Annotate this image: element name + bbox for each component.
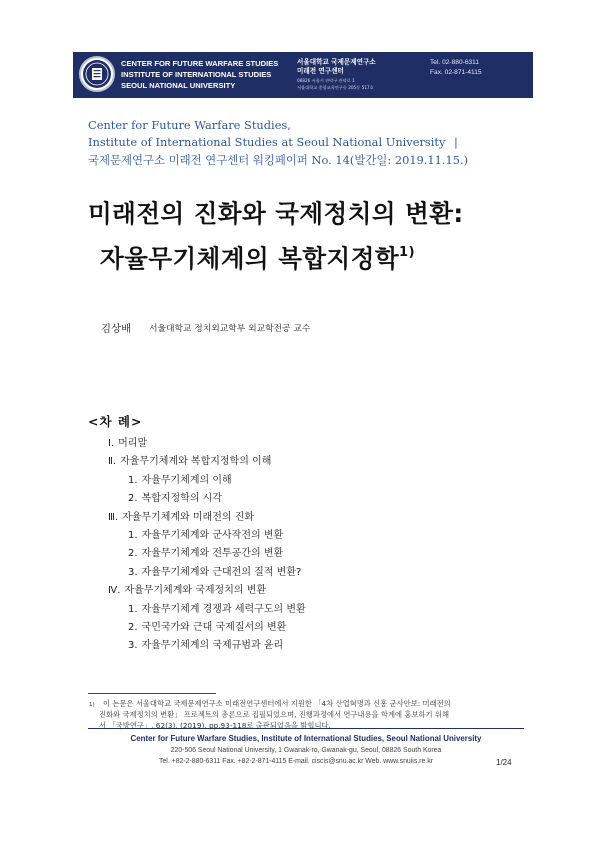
toc-item-text: 자율무기체계와 미래전의 진화 — [122, 511, 255, 523]
header-institute-ko: 서울대학교 국제문제연구소 — [297, 58, 376, 66]
toc-item — [108, 511, 254, 525]
toc-item — [108, 584, 266, 598]
title-footnote-ref: 1) — [399, 245, 416, 260]
series-line-1: Center for Future Warfare Studies, — [88, 118, 291, 132]
toc-item — [108, 437, 147, 451]
series-line-2-bar: | — [454, 135, 458, 149]
footnote-mark: 1) — [89, 702, 95, 708]
toc-item-number: 3. — [128, 566, 138, 578]
paper-title-line-2-text: 자율무기체계의 복합지정학 — [100, 244, 400, 273]
toc-item-text: 자율무기체계와 군사작전의 변환 — [141, 530, 284, 541]
header-institute-en-2: INSTITUTE OF INTERNATIONAL STUDIES — [121, 70, 272, 79]
paper-title-line-1: 미래전의 진화와 국제정치의 변환: — [88, 199, 464, 228]
footnote-rule — [88, 693, 216, 694]
toc-item — [128, 603, 306, 617]
toc-item-text: 자율무기체계의 국제규범과 윤리 — [141, 640, 284, 652]
toc-item-text: 자율무기체계와 국제정치의 변환 — [124, 585, 267, 597]
toc-item-text: 자율무기체계와 복합지정학의 이해 — [120, 456, 272, 468]
toc-item-number: 2. — [128, 622, 138, 633]
header-address-2: 서울대학교 종합교육연구동 205동 517호 — [297, 85, 374, 90]
footnote-line-2: 진화와 국제정치의 변환」 프로젝트의 총론으로 집필되었으며, 진행과정에서 연구내용을 학계에 홍보하기 위해 — [99, 710, 450, 719]
toc-item-text: 자율무기체계와 전투공간의 변환 — [141, 548, 284, 560]
footnote-line-1 — [89, 699, 451, 710]
header-address-1: 08826 서울시 관악구 관악로 1 — [297, 78, 355, 83]
toc-item-number: Ⅱ. — [108, 456, 117, 468]
toc-item-number: 2. — [128, 548, 138, 560]
toc-item — [128, 566, 301, 580]
header-center-ko: 미래전 연구센터 — [297, 67, 344, 75]
toc-item-number: 2. — [128, 493, 138, 505]
series-line-2-text: Institute of International Studies at Seoul National University — [88, 135, 446, 149]
toc-item-number: Ⅲ. — [108, 511, 119, 523]
page-number: 1/24 — [496, 758, 512, 767]
toc-item-text: 자율무기체계 경쟁과 세력구도의 변환 — [141, 603, 306, 615]
series-line-3: 국제문제연구소 미래전 연구센터 워킹페이퍼 No. 14(발간일: 2019.11.15.) — [88, 153, 469, 167]
footer-institute: Center for Future Warfare Studies, Institute of International Studies, Seoul National University — [130, 734, 482, 743]
toc-item-text: 자율무기체계와 근대전의 질적 변환? — [141, 566, 302, 578]
footer-address: 220-506 Seoul National University, 1 Gwanak-ro, Gwanak-gu, Seoul, 08826 South Korea — [170, 747, 442, 754]
author-affiliation: 서울대학교 정치외교학부 외교학전공 교수 — [149, 324, 311, 334]
toc-item — [128, 639, 283, 653]
footer-rule — [88, 728, 524, 729]
toc-item-number: 3. — [128, 640, 138, 652]
series-line-2 — [88, 135, 458, 149]
toc-item-text: 자율무기체계의 이해 — [141, 474, 232, 486]
seal-emblem-icon — [81, 58, 113, 90]
footnote-line-3: 서 「국방연구」, 62(3), (2019), pp.93-118로 출판되었음을 밝힙니다. — [99, 721, 331, 730]
toc-item-number: Ⅰ. — [108, 438, 115, 449]
toc-item-text: 복합지정학의 시각 — [141, 493, 223, 505]
toc-item — [128, 621, 286, 635]
toc-item — [128, 474, 232, 488]
paper-title-line-2 — [100, 240, 415, 275]
author-name: 김상배 — [101, 323, 132, 335]
header-tel: Tel. 02-880-6311 — [430, 59, 479, 66]
toc-item — [128, 547, 283, 561]
header-institute-en-3: SEOUL NATIONAL UNIVERSITY — [121, 81, 236, 90]
toc-heading: <차 례> — [88, 414, 143, 429]
toc-item — [128, 529, 283, 543]
header-fax: Fax. 02-871-4115 — [430, 69, 482, 76]
footnote-text-1: 이 논문은 서울대학교 국제문제연구소 미래전연구센터에서 지원한 「4차 산업혁명과 신흥 군사안보: 미래전의 — [102, 699, 451, 708]
header-institute-en-1: CENTER FOR FUTURE WARFARE STUDIES — [121, 59, 279, 68]
toc-item-number: 1. — [128, 530, 138, 541]
toc-item-number: 1. — [128, 474, 138, 486]
toc-item — [108, 455, 271, 469]
toc-item-text: 머리말 — [118, 438, 148, 449]
toc-item — [128, 492, 222, 506]
toc-item-number: Ⅳ. — [108, 585, 121, 597]
toc-item-number: 1. — [128, 603, 138, 615]
toc-item-text: 국민국가와 근대 국제질서의 변환 — [141, 622, 287, 633]
footer-contact: Tel. +82-2-880-6311 Fax. +82-2-871-4115 E-mail. ciscis@snu.ac.kr Web. www.snuiis.re.kr — [159, 758, 433, 765]
university-seal-logo — [79, 56, 115, 92]
